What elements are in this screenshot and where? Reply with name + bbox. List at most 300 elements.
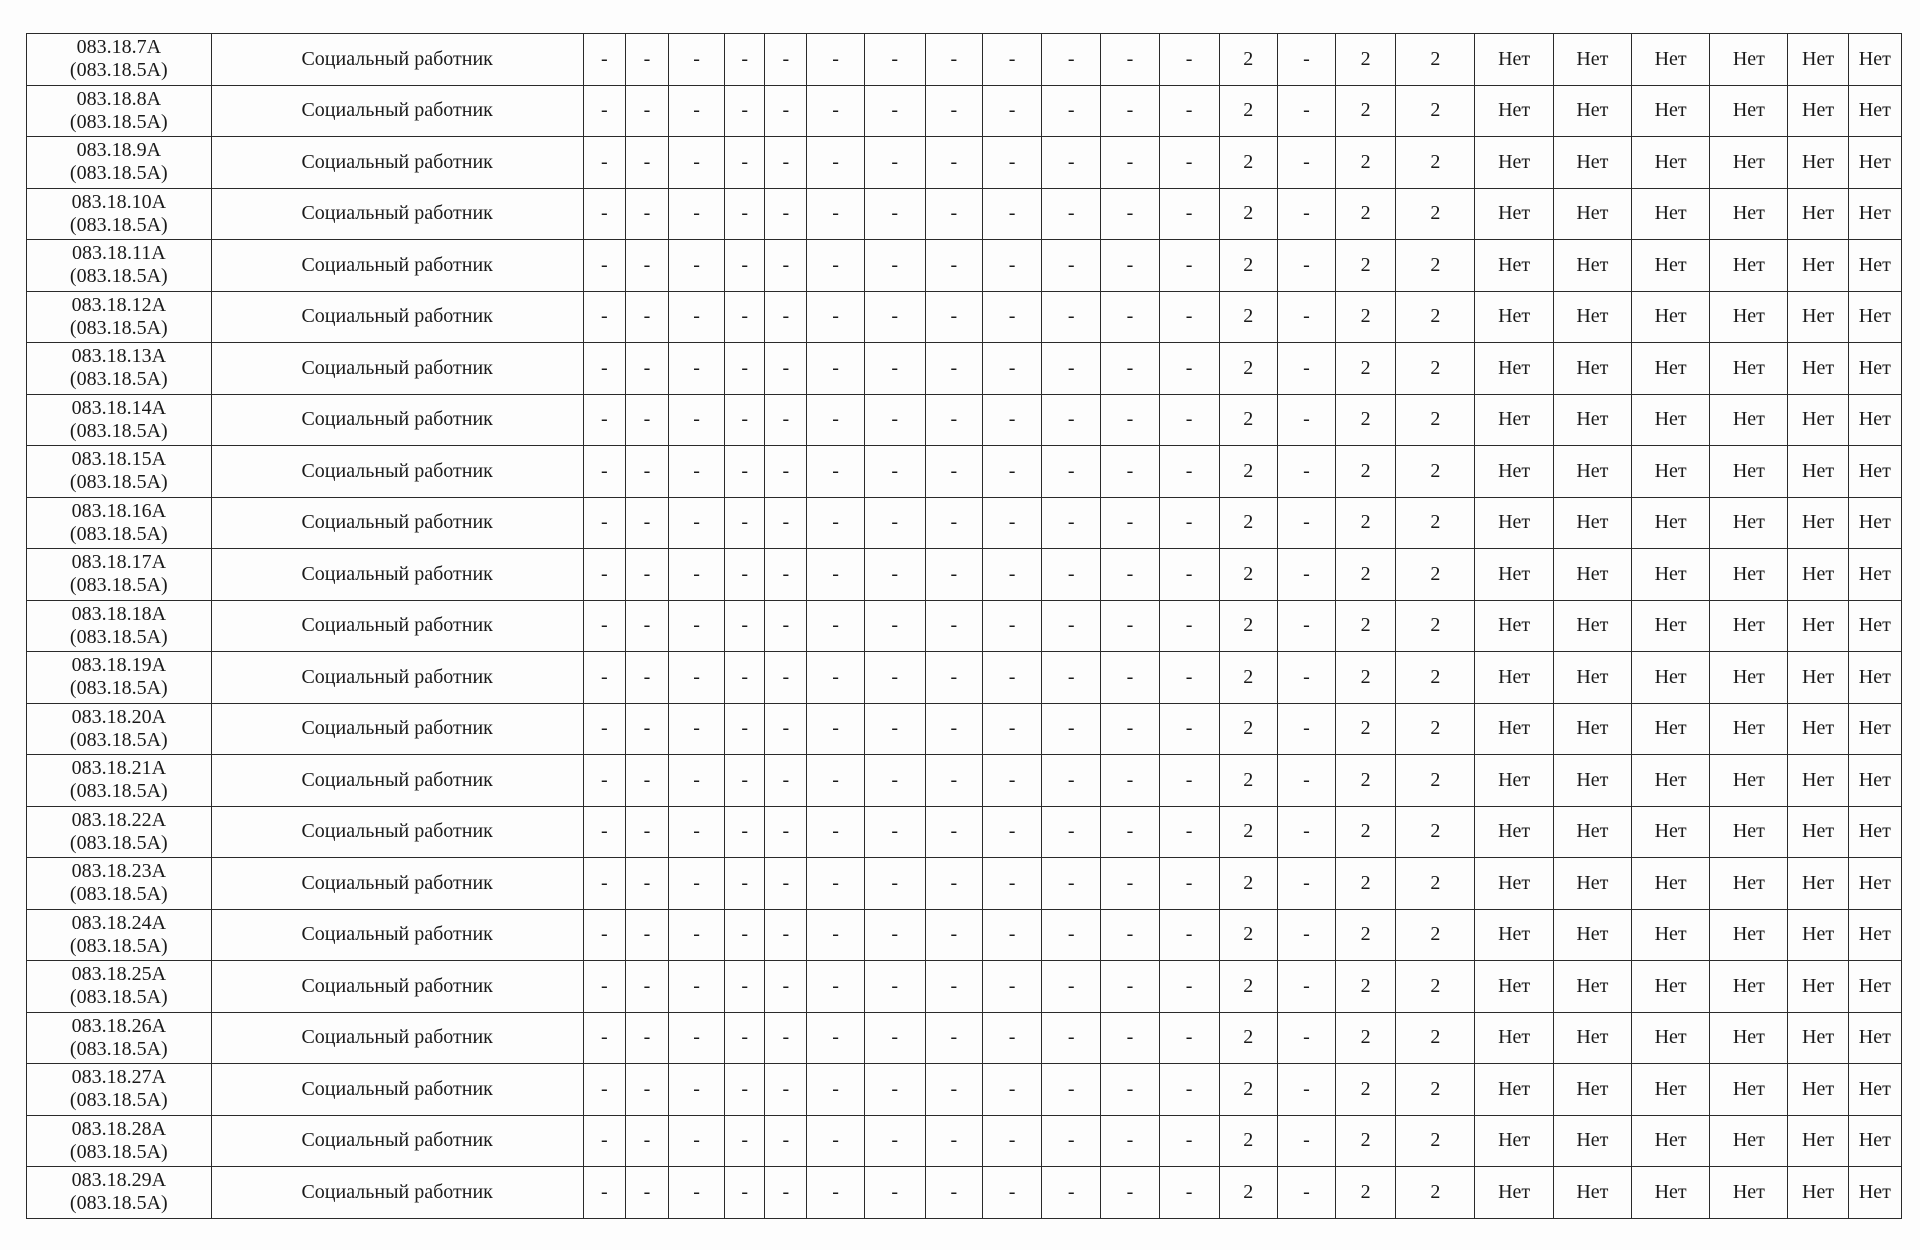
factor-class-cell: - — [864, 703, 925, 755]
guarantee-flag-cell: Нет — [1848, 858, 1901, 910]
factor-class-cell: - — [1042, 1115, 1101, 1167]
class-value-cell: - — [1277, 34, 1335, 86]
table-body — [27, 34, 1902, 1219]
guarantee-flag-cell: Нет — [1710, 858, 1788, 910]
guarantee-flag-cell: Нет — [1848, 137, 1901, 189]
workplace-code: 083.18.8A — [76, 87, 162, 110]
guarantee-flag-cell: Нет — [1848, 600, 1901, 652]
factor-class-cell: - — [864, 1012, 925, 1064]
class-value-cell: - — [1277, 858, 1335, 910]
class-value-cell: - — [1277, 755, 1335, 807]
factor-class-cell: - — [765, 291, 807, 343]
class-value-cell: 2 — [1336, 858, 1396, 910]
guarantee-flag-cell: Нет — [1475, 446, 1553, 498]
class-value-cell: 2 — [1396, 600, 1475, 652]
factor-class-cell: - — [625, 806, 668, 858]
workplace-code: 083.18.26A — [71, 1014, 167, 1037]
table-row — [27, 446, 1902, 498]
guarantee-flag-cell: Нет — [1553, 806, 1631, 858]
factor-class-cell: - — [925, 446, 982, 498]
table-row — [27, 137, 1902, 189]
factor-class-cell: - — [807, 137, 864, 189]
factor-class-cell: - — [1101, 961, 1159, 1013]
factor-class-cell: - — [807, 909, 864, 961]
factor-class-cell: - — [583, 909, 625, 961]
guarantee-flag-cell: Нет — [1788, 497, 1848, 549]
class-value-cell: 2 — [1219, 755, 1277, 807]
class-value-cell: 2 — [1336, 497, 1396, 549]
factor-class-cell: - — [1042, 703, 1101, 755]
factor-class-cell: - — [1101, 806, 1159, 858]
factor-class-cell: - — [1042, 446, 1101, 498]
factor-class-cell: - — [583, 961, 625, 1013]
workplace-code: 083.18.10A — [71, 190, 167, 213]
workplace-code: 083.18.15A — [71, 448, 167, 471]
factor-class-cell: - — [864, 240, 925, 292]
factor-class-cell: - — [765, 755, 807, 807]
class-value-cell: 2 — [1396, 497, 1475, 549]
factor-class-cell: - — [864, 85, 925, 137]
factor-class-cell: - — [864, 600, 925, 652]
guarantee-flag-cell: Нет — [1631, 1064, 1709, 1116]
factor-class-cell: - — [807, 1167, 864, 1219]
class-value-cell: 2 — [1396, 291, 1475, 343]
factor-class-cell: - — [982, 652, 1041, 704]
guarantee-flag-cell: Нет — [1848, 961, 1901, 1013]
workplace-code: 083.18.29A — [71, 1169, 167, 1192]
factor-class-cell: - — [1042, 1012, 1101, 1064]
factor-class-cell: - — [725, 34, 765, 86]
class-value-cell: 2 — [1336, 755, 1396, 807]
table-row — [27, 394, 1902, 446]
guarantee-flag-cell: Нет — [1848, 755, 1901, 807]
factor-class-cell: - — [669, 1115, 725, 1167]
class-value-cell: - — [1277, 394, 1335, 446]
workplace-code-cell — [27, 291, 212, 343]
factor-class-cell: - — [925, 549, 982, 601]
table-row — [27, 909, 1902, 961]
factor-class-cell: - — [807, 497, 864, 549]
factor-class-cell: - — [1042, 600, 1101, 652]
factor-class-cell: - — [725, 703, 765, 755]
guarantee-flag-cell: Нет — [1475, 703, 1553, 755]
guarantee-flag-cell: Нет — [1848, 1167, 1901, 1219]
factor-class-cell: - — [583, 703, 625, 755]
position-name-cell: Социальный работник — [211, 85, 583, 137]
factor-class-cell: - — [583, 806, 625, 858]
guarantee-flag-cell: Нет — [1710, 1012, 1788, 1064]
factor-class-cell: - — [725, 755, 765, 807]
class-value-cell: 2 — [1219, 858, 1277, 910]
factor-class-cell: - — [925, 858, 982, 910]
guarantee-flag-cell: Нет — [1553, 394, 1631, 446]
factor-class-cell: - — [725, 188, 765, 240]
factor-class-cell: - — [1101, 497, 1159, 549]
workplace-code: 083.18.24A — [71, 911, 167, 934]
factor-class-cell: - — [807, 652, 864, 704]
table-row — [27, 240, 1902, 292]
factor-class-cell: - — [725, 549, 765, 601]
analog-workplace-code: (083.18.5A) — [69, 1192, 168, 1215]
factor-class-cell: - — [1159, 600, 1219, 652]
guarantee-flag-cell: Нет — [1475, 961, 1553, 1013]
class-value-cell: 2 — [1396, 446, 1475, 498]
factor-class-cell: - — [765, 549, 807, 601]
guarantee-flag-cell: Нет — [1631, 652, 1709, 704]
class-value-cell: 2 — [1219, 137, 1277, 189]
factor-class-cell: - — [625, 137, 668, 189]
analog-workplace-code: (083.18.5A) — [69, 677, 168, 700]
factor-class-cell: - — [982, 600, 1041, 652]
factor-class-cell: - — [669, 394, 725, 446]
workplace-code-cell — [27, 549, 212, 601]
factor-class-cell: - — [925, 497, 982, 549]
factor-class-cell: - — [864, 1115, 925, 1167]
factor-class-cell: - — [1159, 240, 1219, 292]
analog-workplace-code: (083.18.5A) — [69, 471, 168, 494]
guarantee-flag-cell: Нет — [1848, 1064, 1901, 1116]
workplace-code-cell — [27, 137, 212, 189]
factor-class-cell: - — [669, 806, 725, 858]
factor-class-cell: - — [807, 1115, 864, 1167]
factor-class-cell: - — [1159, 806, 1219, 858]
position-name-cell: Социальный работник — [211, 549, 583, 601]
table-row — [27, 1064, 1902, 1116]
factor-class-cell: - — [982, 240, 1041, 292]
guarantee-flag-cell: Нет — [1631, 755, 1709, 807]
class-value-cell: 2 — [1396, 806, 1475, 858]
factor-class-cell: - — [625, 549, 668, 601]
guarantee-flag-cell: Нет — [1553, 1064, 1631, 1116]
factor-class-cell: - — [765, 703, 807, 755]
class-value-cell: 2 — [1336, 806, 1396, 858]
factor-class-cell: - — [864, 188, 925, 240]
factor-class-cell: - — [765, 394, 807, 446]
guarantee-flag-cell: Нет — [1631, 343, 1709, 395]
factor-class-cell: - — [982, 806, 1041, 858]
factor-class-cell: - — [807, 858, 864, 910]
analog-workplace-code: (083.18.5A) — [69, 934, 168, 957]
guarantee-flag-cell: Нет — [1848, 446, 1901, 498]
class-value-cell: - — [1277, 806, 1335, 858]
factor-class-cell: - — [725, 909, 765, 961]
table-row — [27, 1012, 1902, 1064]
factor-class-cell: - — [669, 34, 725, 86]
guarantee-flag-cell: Нет — [1848, 497, 1901, 549]
class-value-cell: 2 — [1396, 240, 1475, 292]
guarantee-flag-cell: Нет — [1553, 652, 1631, 704]
guarantee-flag-cell: Нет — [1788, 858, 1848, 910]
factor-class-cell: - — [982, 703, 1041, 755]
factor-class-cell: - — [583, 188, 625, 240]
guarantee-flag-cell: Нет — [1553, 137, 1631, 189]
factor-class-cell: - — [807, 806, 864, 858]
guarantee-flag-cell: Нет — [1710, 549, 1788, 601]
class-value-cell: - — [1277, 85, 1335, 137]
workplace-code-cell — [27, 394, 212, 446]
factor-class-cell: - — [765, 1064, 807, 1116]
position-name-cell: Социальный работник — [211, 755, 583, 807]
factor-class-cell: - — [925, 600, 982, 652]
factor-class-cell: - — [807, 755, 864, 807]
factor-class-cell: - — [765, 497, 807, 549]
factor-class-cell: - — [1159, 446, 1219, 498]
factor-class-cell: - — [583, 497, 625, 549]
workplace-code: 083.18.11A — [71, 242, 166, 265]
factor-class-cell: - — [1101, 291, 1159, 343]
class-value-cell: - — [1277, 1115, 1335, 1167]
factor-class-cell: - — [1159, 755, 1219, 807]
guarantee-flag-cell: Нет — [1848, 1115, 1901, 1167]
factor-class-cell: - — [864, 858, 925, 910]
workplace-assessment-table — [26, 33, 1902, 1219]
guarantee-flag-cell: Нет — [1848, 1012, 1901, 1064]
guarantee-flag-cell: Нет — [1631, 291, 1709, 343]
factor-class-cell: - — [625, 1115, 668, 1167]
class-value-cell: - — [1277, 446, 1335, 498]
class-value-cell: - — [1277, 703, 1335, 755]
workplace-code-cell — [27, 755, 212, 807]
position-name-cell: Социальный работник — [211, 1012, 583, 1064]
factor-class-cell: - — [583, 34, 625, 86]
guarantee-flag-cell: Нет — [1631, 961, 1709, 1013]
factor-class-cell: - — [725, 1167, 765, 1219]
class-value-cell: 2 — [1396, 1012, 1475, 1064]
class-value-cell: 2 — [1336, 909, 1396, 961]
factor-class-cell: - — [864, 909, 925, 961]
factor-class-cell: - — [1101, 240, 1159, 292]
workplace-code: 083.18.16A — [71, 499, 167, 522]
factor-class-cell: - — [807, 600, 864, 652]
factor-class-cell: - — [1042, 85, 1101, 137]
factor-class-cell: - — [1159, 34, 1219, 86]
guarantee-flag-cell: Нет — [1710, 291, 1788, 343]
class-value-cell: 2 — [1396, 909, 1475, 961]
factor-class-cell: - — [982, 1115, 1041, 1167]
table-row — [27, 755, 1902, 807]
workplace-code-cell — [27, 703, 212, 755]
guarantee-flag-cell: Нет — [1475, 343, 1553, 395]
factor-class-cell: - — [625, 85, 668, 137]
class-value-cell: 2 — [1396, 137, 1475, 189]
factor-class-cell: - — [982, 85, 1041, 137]
factor-class-cell: - — [725, 600, 765, 652]
factor-class-cell: - — [583, 85, 625, 137]
factor-class-cell: - — [982, 1064, 1041, 1116]
factor-class-cell: - — [1159, 1012, 1219, 1064]
position-name-cell: Социальный работник — [211, 34, 583, 86]
factor-class-cell: - — [1042, 652, 1101, 704]
analog-workplace-code: (083.18.5A) — [69, 522, 168, 545]
factor-class-cell: - — [1101, 1167, 1159, 1219]
guarantee-flag-cell: Нет — [1710, 600, 1788, 652]
class-value-cell: - — [1277, 600, 1335, 652]
analog-workplace-code: (083.18.5A) — [69, 419, 168, 442]
factor-class-cell: - — [625, 1167, 668, 1219]
factor-class-cell: - — [982, 858, 1041, 910]
guarantee-flag-cell: Нет — [1848, 291, 1901, 343]
factor-class-cell: - — [1042, 343, 1101, 395]
workplace-code-cell — [27, 85, 212, 137]
guarantee-flag-cell: Нет — [1710, 703, 1788, 755]
factor-class-cell: - — [925, 1012, 982, 1064]
analog-workplace-code: (083.18.5A) — [69, 59, 168, 82]
factor-class-cell: - — [583, 1167, 625, 1219]
guarantee-flag-cell: Нет — [1710, 343, 1788, 395]
factor-class-cell: - — [925, 961, 982, 1013]
position-name-cell: Социальный работник — [211, 909, 583, 961]
guarantee-flag-cell: Нет — [1631, 34, 1709, 86]
factor-class-cell: - — [925, 188, 982, 240]
position-name-cell: Социальный работник — [211, 1064, 583, 1116]
class-value-cell: - — [1277, 1064, 1335, 1116]
factor-class-cell: - — [669, 85, 725, 137]
guarantee-flag-cell: Нет — [1553, 1167, 1631, 1219]
factor-class-cell: - — [669, 343, 725, 395]
factor-class-cell: - — [1159, 85, 1219, 137]
factor-class-cell: - — [1042, 188, 1101, 240]
guarantee-flag-cell: Нет — [1710, 909, 1788, 961]
factor-class-cell: - — [982, 343, 1041, 395]
factor-class-cell: - — [1101, 1012, 1159, 1064]
table-row — [27, 858, 1902, 910]
factor-class-cell: - — [1101, 394, 1159, 446]
workplace-code-cell — [27, 1167, 212, 1219]
guarantee-flag-cell: Нет — [1631, 549, 1709, 601]
workplace-code: 083.18.9A — [76, 139, 162, 162]
class-value-cell: 2 — [1219, 806, 1277, 858]
factor-class-cell: - — [1101, 652, 1159, 704]
factor-class-cell: - — [765, 1167, 807, 1219]
factor-class-cell: - — [925, 240, 982, 292]
class-value-cell: 2 — [1219, 34, 1277, 86]
factor-class-cell: - — [625, 446, 668, 498]
class-value-cell: - — [1277, 188, 1335, 240]
factor-class-cell: - — [583, 652, 625, 704]
factor-class-cell: - — [669, 1167, 725, 1219]
class-value-cell: 2 — [1219, 652, 1277, 704]
workplace-code: 083.18.13A — [71, 345, 167, 368]
factor-class-cell: - — [725, 806, 765, 858]
factor-class-cell: - — [864, 1167, 925, 1219]
class-value-cell: 2 — [1219, 549, 1277, 601]
workplace-code: 083.18.27A — [71, 1066, 167, 1089]
class-value-cell: - — [1277, 1012, 1335, 1064]
factor-class-cell: - — [807, 240, 864, 292]
guarantee-flag-cell: Нет — [1710, 1064, 1788, 1116]
factor-class-cell: - — [725, 961, 765, 1013]
factor-class-cell: - — [725, 652, 765, 704]
factor-class-cell: - — [1101, 549, 1159, 601]
guarantee-flag-cell: Нет — [1788, 1064, 1848, 1116]
guarantee-flag-cell: Нет — [1475, 1012, 1553, 1064]
position-name-cell: Социальный работник — [211, 600, 583, 652]
factor-class-cell: - — [1101, 703, 1159, 755]
guarantee-flag-cell: Нет — [1475, 188, 1553, 240]
factor-class-cell: - — [807, 961, 864, 1013]
position-name-cell: Социальный работник — [211, 1167, 583, 1219]
guarantee-flag-cell: Нет — [1475, 909, 1553, 961]
workplace-code-cell — [27, 600, 212, 652]
class-value-cell: 2 — [1219, 343, 1277, 395]
factor-class-cell: - — [669, 549, 725, 601]
factor-class-cell: - — [765, 1012, 807, 1064]
guarantee-flag-cell: Нет — [1710, 34, 1788, 86]
analog-workplace-code: (083.18.5A) — [69, 213, 168, 236]
analog-workplace-code: (083.18.5A) — [69, 368, 168, 391]
class-value-cell: 2 — [1396, 755, 1475, 807]
factor-class-cell: - — [725, 394, 765, 446]
factor-class-cell: - — [625, 497, 668, 549]
factor-class-cell: - — [1159, 188, 1219, 240]
guarantee-flag-cell: Нет — [1475, 1167, 1553, 1219]
factor-class-cell: - — [864, 446, 925, 498]
workplace-code-cell — [27, 1012, 212, 1064]
guarantee-flag-cell: Нет — [1788, 703, 1848, 755]
factor-class-cell: - — [807, 343, 864, 395]
factor-class-cell: - — [1159, 137, 1219, 189]
factor-class-cell: - — [583, 600, 625, 652]
guarantee-flag-cell: Нет — [1475, 755, 1553, 807]
class-value-cell: 2 — [1219, 909, 1277, 961]
class-value-cell: 2 — [1219, 188, 1277, 240]
class-value-cell: 2 — [1396, 652, 1475, 704]
factor-class-cell: - — [583, 394, 625, 446]
class-value-cell: 2 — [1219, 1115, 1277, 1167]
factor-class-cell: - — [925, 343, 982, 395]
guarantee-flag-cell: Нет — [1710, 806, 1788, 858]
factor-class-cell: - — [864, 806, 925, 858]
guarantee-flag-cell: Нет — [1631, 909, 1709, 961]
factor-class-cell: - — [1042, 1167, 1101, 1219]
factor-class-cell: - — [864, 1064, 925, 1116]
workplace-code-cell — [27, 497, 212, 549]
guarantee-flag-cell: Нет — [1788, 600, 1848, 652]
guarantee-flag-cell: Нет — [1710, 85, 1788, 137]
factor-class-cell: - — [807, 1012, 864, 1064]
guarantee-flag-cell: Нет — [1631, 137, 1709, 189]
factor-class-cell: - — [1101, 137, 1159, 189]
workplace-code-cell — [27, 909, 212, 961]
class-value-cell: - — [1277, 1167, 1335, 1219]
guarantee-flag-cell: Нет — [1788, 394, 1848, 446]
factor-class-cell: - — [669, 909, 725, 961]
guarantee-flag-cell: Нет — [1553, 1012, 1631, 1064]
factor-class-cell: - — [1101, 755, 1159, 807]
factor-class-cell: - — [1101, 34, 1159, 86]
guarantee-flag-cell: Нет — [1631, 188, 1709, 240]
workplace-code: 083.18.23A — [71, 860, 167, 883]
factor-class-cell: - — [982, 446, 1041, 498]
factor-class-cell: - — [1101, 343, 1159, 395]
factor-class-cell: - — [625, 188, 668, 240]
guarantee-flag-cell: Нет — [1553, 600, 1631, 652]
guarantee-flag-cell: Нет — [1788, 549, 1848, 601]
guarantee-flag-cell: Нет — [1475, 497, 1553, 549]
factor-class-cell: - — [807, 549, 864, 601]
guarantee-flag-cell: Нет — [1788, 755, 1848, 807]
factor-class-cell: - — [1159, 497, 1219, 549]
guarantee-flag-cell: Нет — [1710, 1167, 1788, 1219]
guarantee-flag-cell: Нет — [1553, 909, 1631, 961]
class-value-cell: 2 — [1219, 85, 1277, 137]
guarantee-flag-cell: Нет — [1848, 34, 1901, 86]
guarantee-flag-cell: Нет — [1553, 1115, 1631, 1167]
class-value-cell: 2 — [1219, 240, 1277, 292]
position-name-cell: Социальный работник — [211, 137, 583, 189]
class-value-cell: - — [1277, 961, 1335, 1013]
table-row — [27, 961, 1902, 1013]
